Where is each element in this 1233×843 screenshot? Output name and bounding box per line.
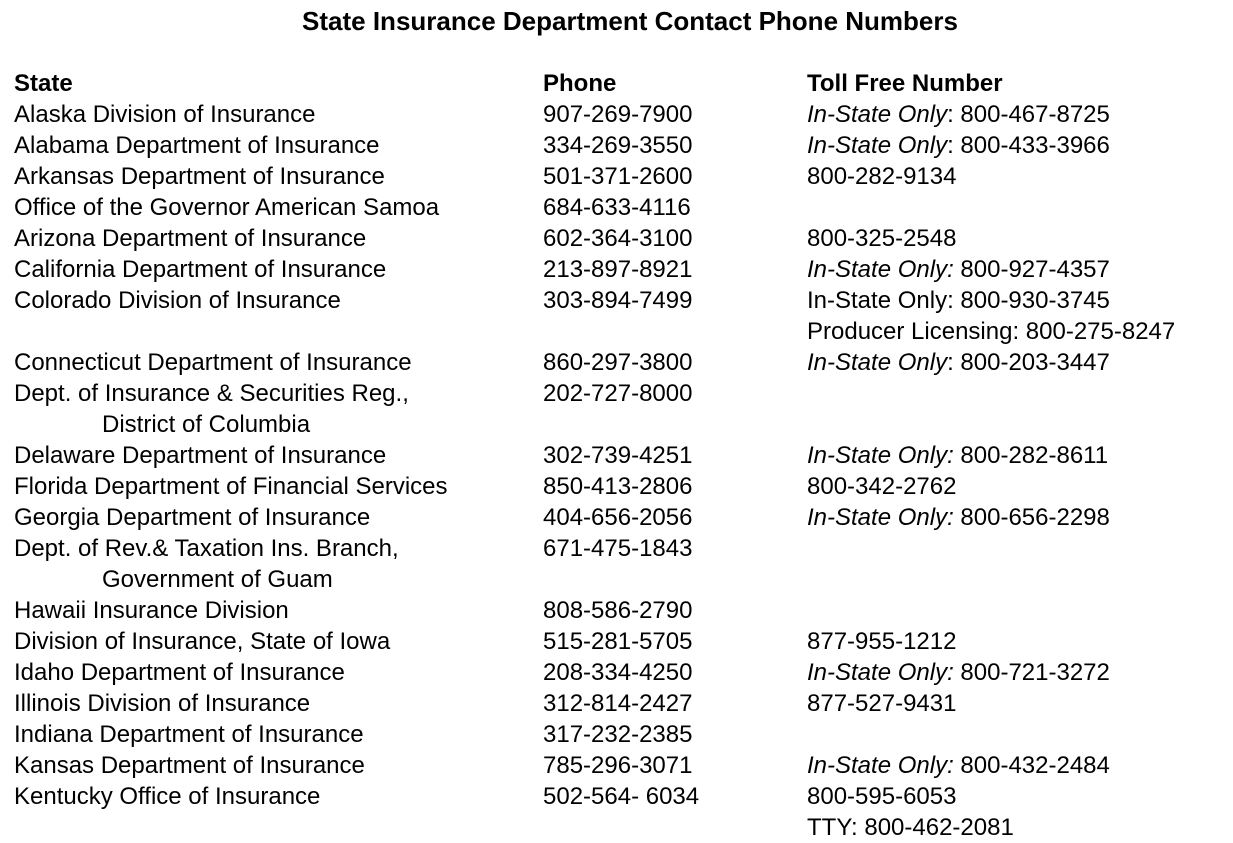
phone-cell: 303-894-7499 xyxy=(543,287,693,314)
table-row xyxy=(14,254,1229,285)
phone-cell: 302-739-4251 xyxy=(543,442,693,469)
state-cell: Dept. of Insurance & Securities Reg., xyxy=(14,380,409,407)
state-cell: Delaware Department of Insurance xyxy=(14,442,387,469)
table-row xyxy=(14,99,1229,130)
state-cell: Alaska Division of Insurance xyxy=(14,101,316,128)
state-cell: Illinois Division of Insurance xyxy=(14,690,311,717)
toll-free-column-header: Toll Free Number xyxy=(807,70,1003,97)
phone-cell: 515-281-5705 xyxy=(543,628,693,655)
state-cell: Division of Insurance, State of Iowa xyxy=(14,628,391,655)
toll-free-cell xyxy=(807,285,1229,316)
state-cell: Government of Guam xyxy=(102,566,333,593)
table-row xyxy=(14,409,1229,440)
table-row xyxy=(14,812,1229,843)
table-row xyxy=(14,595,1229,626)
in-state-only-label: In-State Only: xyxy=(807,504,954,531)
toll-free-number: 877-955-1212 xyxy=(807,628,957,655)
toll-free-number: TTY: 800-462-2081 xyxy=(807,814,1014,841)
state-cell: Idaho Department of Insurance xyxy=(14,659,345,686)
toll-free-cell xyxy=(807,161,1229,192)
phone-cell: 213-897-8921 xyxy=(543,256,693,283)
state-cell: Colorado Division of Insurance xyxy=(14,287,341,314)
phone-cell: 602-364-3100 xyxy=(543,225,693,252)
table-row xyxy=(14,533,1229,564)
toll-free-cell xyxy=(807,223,1229,254)
table-row xyxy=(14,750,1229,781)
toll-free-cell xyxy=(807,440,1229,471)
state-cell: District of Columbia xyxy=(102,411,311,438)
toll-free-cell xyxy=(807,502,1229,533)
toll-free-number: 800-432-2484 xyxy=(960,752,1110,779)
state-cell: Florida Department of Financial Services xyxy=(14,473,448,500)
phone-cell: 202-727-8000 xyxy=(543,380,693,407)
phone-cell: 860-297-3800 xyxy=(543,349,693,376)
phone-cell xyxy=(631,409,895,440)
table-row xyxy=(14,378,1229,409)
toll-free-cell xyxy=(807,533,1229,564)
phone-cell: 684-633-4116 xyxy=(543,194,691,221)
table-row xyxy=(14,471,1229,502)
phone-cell xyxy=(631,564,895,595)
table-row xyxy=(14,502,1229,533)
table-row xyxy=(14,719,1229,750)
table-row xyxy=(14,130,1229,161)
toll-free-number: 800-656-2298 xyxy=(960,504,1110,531)
table-header xyxy=(14,68,1229,99)
state-cell xyxy=(14,812,543,843)
toll-free-number: 800-325-2548 xyxy=(807,225,957,252)
state-cell: Kentucky Office of Insurance xyxy=(14,783,321,810)
state-cell: Indiana Department of Insurance xyxy=(14,721,364,748)
phone-cell: 808-586-2790 xyxy=(543,597,693,624)
toll-free-cell xyxy=(807,254,1229,285)
toll-free-number: 800-433-3966 xyxy=(960,132,1110,159)
toll-free-cell xyxy=(807,192,1229,223)
in-state-only-label: In-State Only xyxy=(807,349,948,376)
toll-free-number: 800-342-2762 xyxy=(807,473,957,500)
table-row xyxy=(14,657,1229,688)
state-cell: Alabama Department of Insurance xyxy=(14,132,380,159)
state-cell: Dept. of Rev.& Taxation Ins. Branch, xyxy=(14,535,399,562)
phone-cell: 785-296-3071 xyxy=(543,752,693,779)
toll-free-cell: In-State Only: 800-467-8725 xyxy=(807,101,1110,128)
phone-cell: 404-656-2056 xyxy=(543,504,693,531)
state-cell: Hawaii Insurance Division xyxy=(14,597,289,624)
toll-free-number: 800-467-8725 xyxy=(960,101,1110,128)
toll-free-number: 877-527-9431 xyxy=(807,690,957,717)
toll-free-number: 800-282-9134 xyxy=(807,163,957,190)
phone-cell: 671-475-1843 xyxy=(543,535,693,562)
table-row xyxy=(14,223,1229,254)
phone-cell: 312-814-2427 xyxy=(543,690,693,717)
state-cell: Arizona Department of Insurance xyxy=(14,225,367,252)
toll-free-cell xyxy=(807,378,1229,409)
contacts-table xyxy=(14,68,1229,843)
in-state-only-label: In-State Only: xyxy=(807,256,954,283)
phone-cell: 208-334-4250 xyxy=(543,659,693,686)
in-state-only-label: In-State Only: xyxy=(807,752,954,779)
table-row xyxy=(14,161,1229,192)
table-row xyxy=(14,316,1229,347)
toll-free-cell xyxy=(807,657,1229,688)
phone-cell: 907-269-7900 xyxy=(543,101,693,128)
toll-free-cell xyxy=(807,781,1229,812)
phone-cell: 334-269-3550 xyxy=(543,132,693,159)
table-row xyxy=(14,285,1229,316)
toll-free-cell xyxy=(807,316,1229,347)
table-row xyxy=(14,626,1229,657)
toll-free-number: 800-595-6053 xyxy=(807,783,957,810)
state-cell: California Department of Insurance xyxy=(14,256,387,283)
state-cell: Office of the Governor American Samoa xyxy=(14,194,440,221)
toll-free-cell xyxy=(807,750,1229,781)
toll-free-cell xyxy=(807,719,1229,750)
in-state-only-label: In-State Only xyxy=(807,132,948,159)
toll-free-number: In-State Only: 800-930-3745 xyxy=(807,287,1110,314)
table-body xyxy=(14,99,1229,843)
phone-column-header: Phone xyxy=(543,70,617,97)
state-cell: Connecticut Department of Insurance xyxy=(14,349,412,376)
phone-cell: 317-232-2385 xyxy=(543,721,693,748)
table-row xyxy=(14,781,1229,812)
page-title: State Insurance Department Contact Phone Numbers xyxy=(302,6,958,36)
state-column-header: State xyxy=(14,70,73,97)
phone-cell: 501-371-2600 xyxy=(543,163,693,190)
toll-free-cell: In-State Only: 800-203-3447 xyxy=(807,349,1110,376)
table-row xyxy=(14,192,1229,223)
toll-free-cell xyxy=(807,812,1229,843)
toll-free-cell xyxy=(807,688,1229,719)
phone-cell xyxy=(543,316,807,347)
toll-free-cell xyxy=(807,626,1229,657)
phone-cell: 502-564- 6034 xyxy=(543,783,700,810)
toll-free-cell xyxy=(895,409,1229,440)
toll-free-number: 800-927-4357 xyxy=(960,256,1110,283)
table-row xyxy=(14,564,1229,595)
state-cell: Kansas Department of Insurance xyxy=(14,752,365,779)
toll-free-number: 800-203-3447 xyxy=(960,349,1110,376)
toll-free-cell xyxy=(895,564,1229,595)
table-row xyxy=(14,347,1229,378)
toll-free-cell xyxy=(807,595,1229,626)
phone-cell xyxy=(543,812,807,843)
toll-free-number: Producer Licensing: 800-275-8247 xyxy=(807,318,1176,345)
toll-free-cell xyxy=(807,471,1229,502)
table-row xyxy=(14,440,1229,471)
in-state-only-label: In-State Only: xyxy=(807,442,954,469)
in-state-only-label: In-State Only xyxy=(807,101,948,128)
state-cell: Georgia Department of Insurance xyxy=(14,504,371,531)
table-row xyxy=(14,688,1229,719)
state-cell xyxy=(14,316,543,347)
toll-free-cell: In-State Only: 800-433-3966 xyxy=(807,132,1110,159)
toll-free-number: 800-721-3272 xyxy=(960,659,1110,686)
state-cell: Arkansas Department of Insurance xyxy=(14,163,385,190)
in-state-only-label: In-State Only: xyxy=(807,659,954,686)
phone-cell: 850-413-2806 xyxy=(543,473,693,500)
toll-free-number: 800-282-8611 xyxy=(960,442,1109,469)
